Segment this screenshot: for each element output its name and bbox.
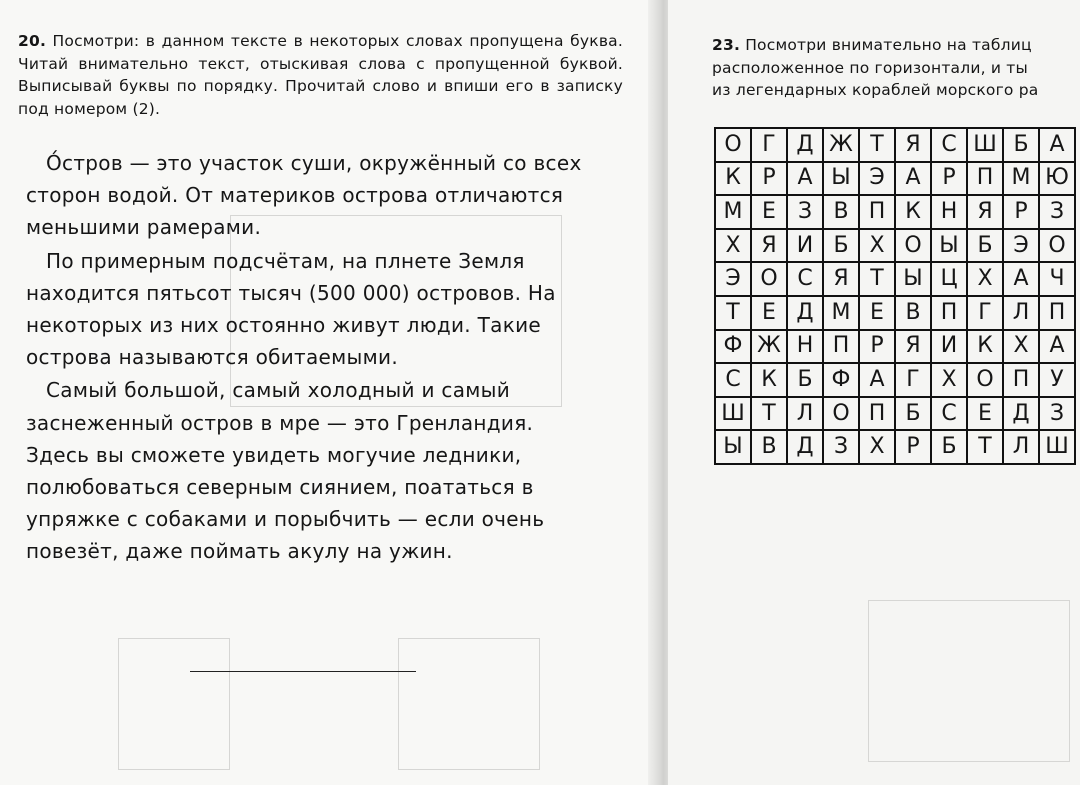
grid-cell: Г xyxy=(895,363,931,397)
grid-cell: Д xyxy=(1003,397,1039,431)
grid-cell: Ш xyxy=(967,128,1003,162)
grid-cell: О xyxy=(823,397,859,431)
grid-cell: А xyxy=(1003,262,1039,296)
grid-cell: А xyxy=(787,162,823,196)
grid-cell: Г xyxy=(967,296,1003,330)
grid-cell: Б xyxy=(931,430,967,464)
grid-cell: Б xyxy=(823,229,859,263)
grid-row xyxy=(715,330,1075,364)
grid-cell: Р xyxy=(1003,195,1039,229)
task-number: 20. xyxy=(18,32,47,50)
task-line: расположенное по горизонтали, и ты xyxy=(712,58,1028,77)
grid-cell: К xyxy=(715,162,751,196)
grid-cell: Э xyxy=(859,162,895,196)
grid-cell: Т xyxy=(751,397,787,431)
grid-cell: Т xyxy=(859,262,895,296)
grid-cell: Я xyxy=(895,330,931,364)
grid-cell: Р xyxy=(859,330,895,364)
grid-cell: Д xyxy=(787,430,823,464)
grid-cell: Т xyxy=(859,128,895,162)
grid-cell: К xyxy=(895,195,931,229)
grid-cell: Н xyxy=(787,330,823,364)
paragraph: О́стров — это участок суши, окружённый со всех сторон водой. От материков острова отличаются меньшими рамерами. xyxy=(26,151,582,240)
grid-cell: Ж xyxy=(751,330,787,364)
grid-cell: Э xyxy=(1003,229,1039,263)
grid-row xyxy=(715,262,1075,296)
grid-cell: П xyxy=(1003,363,1039,397)
grid-cell: З xyxy=(1039,397,1075,431)
paragraph: По примерным подсчётам, на плнете Земля находится пятьсот тысяч (500 000) островов. На некоторых из них остоянно живут люди. Такие острова называются обитаемыми. xyxy=(26,248,556,370)
grid-cell: А xyxy=(1039,330,1075,364)
grid-cell: Е xyxy=(859,296,895,330)
grid-row xyxy=(715,397,1075,431)
grid-cell: М xyxy=(1003,162,1039,196)
grid-cell: Ф xyxy=(715,330,751,364)
grid-cell: Д xyxy=(787,128,823,162)
grid-cell: Х xyxy=(715,229,751,263)
grid-cell: О xyxy=(1039,229,1075,263)
grid-cell: Я xyxy=(751,229,787,263)
task-line xyxy=(712,34,1080,57)
grid-cell: Ы xyxy=(931,229,967,263)
grid-row xyxy=(715,363,1075,397)
task-text: Посмотри: в данном тексте в некоторых словах пропущена буква. Читай внимательно текст, отыскивая слова с пропущенной буквой. Выписывай буквы по порядку. Прочитай слово и впиши его в записку под номером (2). xyxy=(18,32,623,118)
grid-cell: О xyxy=(751,262,787,296)
grid-cell: Н xyxy=(931,195,967,229)
grid-cell: З xyxy=(823,430,859,464)
grid-cell: Я xyxy=(895,128,931,162)
answer-line[interactable] xyxy=(190,671,416,672)
grid-cell: О xyxy=(895,229,931,263)
grid-cell: М xyxy=(823,296,859,330)
grid-cell: З xyxy=(1039,195,1075,229)
grid-cell: Х xyxy=(859,430,895,464)
grid-cell: П xyxy=(859,397,895,431)
grid-row xyxy=(715,430,1075,464)
grid-row xyxy=(715,229,1075,263)
grid-cell: О xyxy=(715,128,751,162)
bleed-through-grid xyxy=(118,638,230,770)
grid-cell: Р xyxy=(895,430,931,464)
paragraph: Самый большой, самый холодный и самый заснеженный остров в мре — это Гренландия. Здесь вы сможете увидеть могучие ледники, полюбоваться северным сиянием, поататься в упряжке с собаками и порыбчить — если очень повезёт, даже поймать акулу на ужин. xyxy=(26,378,545,564)
grid-cell: Ф xyxy=(823,363,859,397)
grid-cell: Т xyxy=(967,430,1003,464)
grid-cell: Э xyxy=(715,262,751,296)
grid-row xyxy=(715,296,1075,330)
grid-cell: О xyxy=(967,363,1003,397)
grid-cell: Б xyxy=(895,397,931,431)
grid-cell: Е xyxy=(751,195,787,229)
grid-cell: Ц xyxy=(931,262,967,296)
grid-cell: У xyxy=(1039,363,1075,397)
grid-cell: С xyxy=(715,363,751,397)
grid-cell: Б xyxy=(967,229,1003,263)
grid-row xyxy=(715,162,1075,196)
grid-cell: И xyxy=(787,229,823,263)
grid-cell: Л xyxy=(787,397,823,431)
grid-cell: П xyxy=(823,330,859,364)
grid-cell: Л xyxy=(1003,430,1039,464)
grid-cell: Х xyxy=(1003,330,1039,364)
grid-cell: Л xyxy=(1003,296,1039,330)
grid-cell: Я xyxy=(967,195,1003,229)
grid-cell: Я xyxy=(823,262,859,296)
bleed-through-grid xyxy=(398,638,540,770)
grid-cell: Ж xyxy=(823,128,859,162)
task-20-instruction xyxy=(18,30,623,120)
grid-cell: Ш xyxy=(715,397,751,431)
grid-cell: А xyxy=(859,363,895,397)
grid-cell: Р xyxy=(751,162,787,196)
grid-cell: А xyxy=(1039,128,1075,162)
grid-cell: Ш xyxy=(1039,430,1075,464)
grid-cell: Ю xyxy=(1039,162,1075,196)
grid-cell: П xyxy=(859,195,895,229)
grid-cell: Б xyxy=(787,363,823,397)
grid-cell: Е xyxy=(751,296,787,330)
task-number: 23. xyxy=(712,36,741,54)
grid-cell: Е xyxy=(967,397,1003,431)
grid-cell: П xyxy=(931,296,967,330)
grid-cell: В xyxy=(895,296,931,330)
grid-cell: Ч xyxy=(1039,262,1075,296)
task-line: из легендарных кораблей морского ра xyxy=(712,81,1039,99)
grid-cell: Х xyxy=(931,363,967,397)
grid-cell: Ы xyxy=(715,430,751,464)
grid-cell: Х xyxy=(967,262,1003,296)
bleed-through-grid xyxy=(868,600,1070,762)
task-23-instruction xyxy=(712,34,1080,102)
grid-cell: Б xyxy=(1003,128,1039,162)
grid-cell: М xyxy=(715,195,751,229)
grid-cell: Т xyxy=(715,296,751,330)
grid-cell: В xyxy=(751,430,787,464)
grid-cell: Р xyxy=(931,162,967,196)
grid-cell: Х xyxy=(859,229,895,263)
grid-cell: Ы xyxy=(823,162,859,196)
island-text xyxy=(26,147,592,569)
grid-cell: В xyxy=(823,195,859,229)
grid-cell: И xyxy=(931,330,967,364)
grid-cell: С xyxy=(787,262,823,296)
grid-cell: З xyxy=(787,195,823,229)
grid-cell: С xyxy=(931,397,967,431)
grid-cell: Ы xyxy=(895,262,931,296)
grid-cell: А xyxy=(895,162,931,196)
grid-cell: К xyxy=(751,363,787,397)
grid-cell: К xyxy=(967,330,1003,364)
grid-row xyxy=(715,128,1075,162)
letter-grid xyxy=(714,127,1076,465)
grid-row xyxy=(715,195,1075,229)
grid-cell: Д xyxy=(787,296,823,330)
grid-cell: Г xyxy=(751,128,787,162)
task-text: Посмотри внимательно на таблиц xyxy=(745,36,1032,54)
grid-cell: П xyxy=(1039,296,1075,330)
grid-cell: П xyxy=(967,162,1003,196)
grid-cell: С xyxy=(931,128,967,162)
